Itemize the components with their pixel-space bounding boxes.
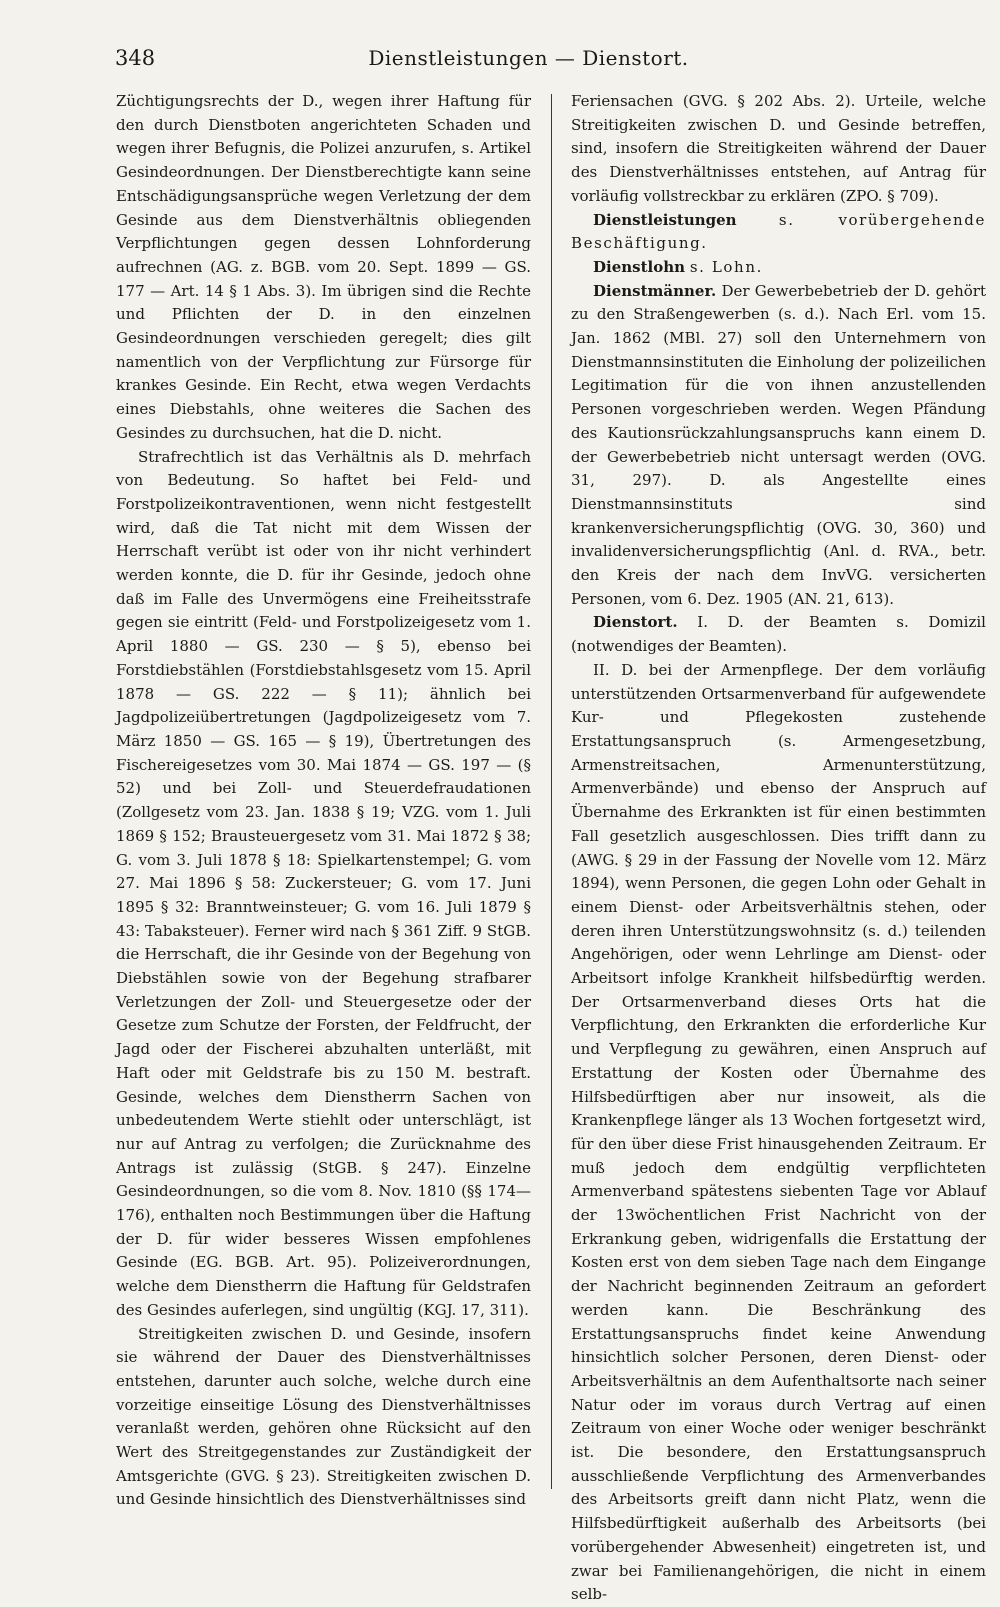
paragraph: Strafrechtlich ist das Verhältnis als D. mehrfach von Bedeutung. So haftet bei Feld- und Forstpolizeikontraventionen, wenn nicht festgestellt wird, daß die Tat nicht mit dem Wissen der Herrschaft verübt ist oder von ihr nicht verhindert werden konnte, die D. für ihr Gesinde, jedoch ohne daß im Falle des Unvermögens eine Freiheitsstrafe gegen sie eintritt (Feld- und Forstpolizeigesetz vom 1. April 1880 — GS. 230 — § 5), ebenso bei Forstdiebstählen (Forstdiebstahlsgesetz vom 15. April 1878 — GS. 222 — § 11); ähnlich bei Jagdpolizeiübertretungen (Jagdpolizeigesetz vom 7. März 1850 — GS. 165 — § 19), Übertretungen des Fischereigesetzes vom 30. Mai 1874 — GS. 197 — (§ 52) und bei Zoll- und Steuerdefraudationen (Zollgesetz vom 23. Jan. 1838 § 19; VZG. vom 1. Juli 1869 § 152; Brausteuergesetz vom 31. Mai 1872 § 38; G. vom 3. Juli 1878 § 18: Spielkartenstempel; G. vom 27. Mai 1896 § 58: Zuckersteuer; G. vom 17. Juni 1895 § 32: Branntweinsteuer; G. vom 16. Juli 1879 § 43: Tabaksteuer). Ferner wird nach § 361 Ziff. 9 StGB. die Herrschaft, die ihr Gesinde von der Begehung von Diebstählen sowie von der Begehung strafbarer Verletzungen der Zoll- und Steuergesetze oder der Gesetze zum Schutze der Forsten, der Feldfrucht, der Jagd oder der Fischerei abzuhalten unterläßt, mit Haft oder mit Geldstrafe bis zu 150 M. bestraft. Gesinde, welches dem Dienstherrn Sachen von unbedeutendem Werte stiehlt oder unterschlägt, ist nur auf Antrag zu verfolgen; die Zurücknahme des Antrags ist zulässig (StGB. § 247). Einzelne Gesindeordnungen, so die vom 8. Nov. 1810 (§§ 174—176), enthalten noch Bestimmungen über die Haftung der D. für wider besseres Wissen empfohlenes Gesinde (EG. BGB. Art. 95). Polizeiverordnungen, welche dem Dienstherrn die Haftung für Geldstrafen des Gesindes auferlegen, sind ungültig (KGJ. 17, 311).	[116, 447, 531, 1319]
lemma: Dienstlohn	[593, 257, 686, 276]
lemma: Dienstleistungen	[593, 210, 737, 229]
entry-text: Der Gewerbebetrieb der D. gehört zu den Straßengewerben (s. d.). Nach Erl. vom 15. Jan. 1862 (MBl. 27) soll den Unternehmern von Dienstmannsinstituten die Einholung der polizeilichen Legitimation für die von ihnen anzustellenden Personen vorgeschrieben werden. Wegen Pfändung des Kautionsrückzahlungsanspruchs kann einem D. der Gewerbebetrieb nicht untersagt werden (OVG. 31, 297). D. als Angestellte eines Dienstmannsinstituts sind krankenversicherungspflichtig (OVG. 30, 360) und invalidenversicherungspflichtig (Anl. d. RVA., betr. den Kreis der nach dem InvVG. versicherten Personen, vom 6. Dez. 1905 (AN. 21, 613).	[571, 281, 986, 608]
entry-dienstlohn	[571, 256, 986, 280]
page-header	[115, 44, 942, 80]
paragraph: Streitigkeiten zwischen D. und Gesinde, insofern sie während der Dauer des Dienstverhältnisses entstehen, darunter auch solche, welche durch eine vorzeitige einseitige Lösung des Dienstverhältnisses veranlaßt werden, gehören ohne Rücksicht auf den Wert des Streitgegenstandes zur Zuständigkeit der Amtsgerichte (GVG. § 23). Streitigkeiten zwischen D. und Gesinde hinsichtlich des Dienstverhältnisses sind	[116, 1324, 531, 1509]
entry-dienstort	[571, 611, 986, 658]
entry-text: I. D. der Beamten s. Domizil (notwendiges der Beamten).	[571, 613, 986, 656]
lemma: Dienstmänner.	[593, 281, 717, 300]
running-head: Dienstleistungen — Dienstort.	[368, 46, 689, 70]
left-column	[116, 90, 531, 1509]
column-divider	[551, 94, 552, 1489]
text-columns	[116, 90, 986, 1604]
entry-dienstmaenner	[571, 280, 986, 612]
lemma: Dienstort.	[593, 613, 678, 632]
cross-reference: s. vorübergehende Beschäftigung.	[571, 210, 986, 253]
right-column	[571, 90, 986, 1604]
paragraph: Züchtigungsrechts der D., wegen ihrer Haftung für den durch Dienstboten angerichteten Schaden und wegen ihrer Befugnis, die Polizei anzurufen, s. Artikel Gesindeordnungen. Der Dienstberechtigte kann seine Entschädigungsansprüche wegen Verletzung der dem Gesinde aus dem Dienstverhältnis obliegenden Verpflichtungen gegen dessen Lohnforderung aufrechnen (AG. z. BGB. vom 20. Sept. 1899 — GS. 177 — Art. 14 § 1 Abs. 3). Im übrigen sind die Rechte und Pflichten der D. in den einzelnen Gesindeordnungen verschieden geregelt; dies gilt namentlich von der Verpflichtung zur Fürsorge für krankes Gesinde. Ein Recht, etwa wegen Verdachts eines Diebstahls, ohne weiteres die Sachen des Gesindes zu durchsuchen, hat die D. nicht.	[116, 92, 531, 442]
paragraph: Feriensachen (GVG. § 202 Abs. 2). Urteile, welche Streitigkeiten zwischen D. und Gesinde betreffen, sind, insofern die Streitigkeiten während der Dauer des Dienstverhältnisses entstehen, auf Antrag für vorläufig vollstreckbar zu erklären (ZPO. § 709).	[571, 92, 986, 205]
paragraph: II. D. bei der Armenpflege. Der dem vorläufig unterstützenden Ortsarmenverband für aufgewendete Kur- und Pflegekosten zustehende Erstattungsanspruch (s. Armengesetzbung, Armenstreitsachen, Armenunterstützung, Armenverbände) und ebenso der Anspruch auf Übernahme des Erkrankten ist für einen bestimmten Fall gesetzlich ausgeschlossen. Dies trifft dann zu (AWG. § 29 in der Fassung der Novelle vom 12. März 1894), wenn Personen, die gegen Lohn oder Gehalt in einem Dienst- oder Arbeitsverhältnis stehen, oder deren ihren Unterstützungswohnsitz (s. d.) teilenden Angehörigen, oder wenn Lehrlinge am Dienst- oder Arbeitsort infolge Krankheit hilfsbedürftig werden. Der Ortsarmenverband dieses Orts hat die Verpflichtung, den Erkrankten die erforderliche Kur und Verpflegung zu gewähren, einen Anspruch auf Erstattung der Kosten oder Übernahme des Hilfsbedürftigen aber nur insoweit, als die Krankenpflege länger als 13 Wochen fortgesetzt wird, für den über diese Frist hinausgehenden Zeitraum. Er muß jedoch dem endgültig verpflichteten Armenverband spätestens siebenten Tage vor Ablauf der 13wöchentlichen Frist Nachricht von der Erkrankung geben, widrigenfalls die Erstattung der Kosten erst von dem sieben Tage nach dem Eingange der Nachricht beginnenden Zeitraum an gefordert werden kann. Die Beschränkung des Erstattungsanspruchs findet keine Anwendung hinsichtlich solcher Personen, deren Dienst- oder Arbeitsverhältnis an dem Aufenthaltsorte nach seiner Natur oder im voraus durch Vertrag auf einen Zeitraum von einer Woche oder weniger beschränkt ist. Die besondere, den Erstattungsanspruch ausschließende Verpflichtung des Armenverbandes des Arbeitsorts greift dann nicht Platz, wenn die Hilfsbedürftigkeit außerhalb des Arbeitsorts (bei vorübergehender Abwesenheit) eingetreten ist, und zwar bei Familienangehörigen, die nicht in einem selb-	[571, 660, 986, 1604]
page-number: 348	[115, 46, 156, 70]
cross-reference: s. Lohn.	[689, 257, 763, 276]
entry-dienstleistungen	[571, 209, 986, 256]
